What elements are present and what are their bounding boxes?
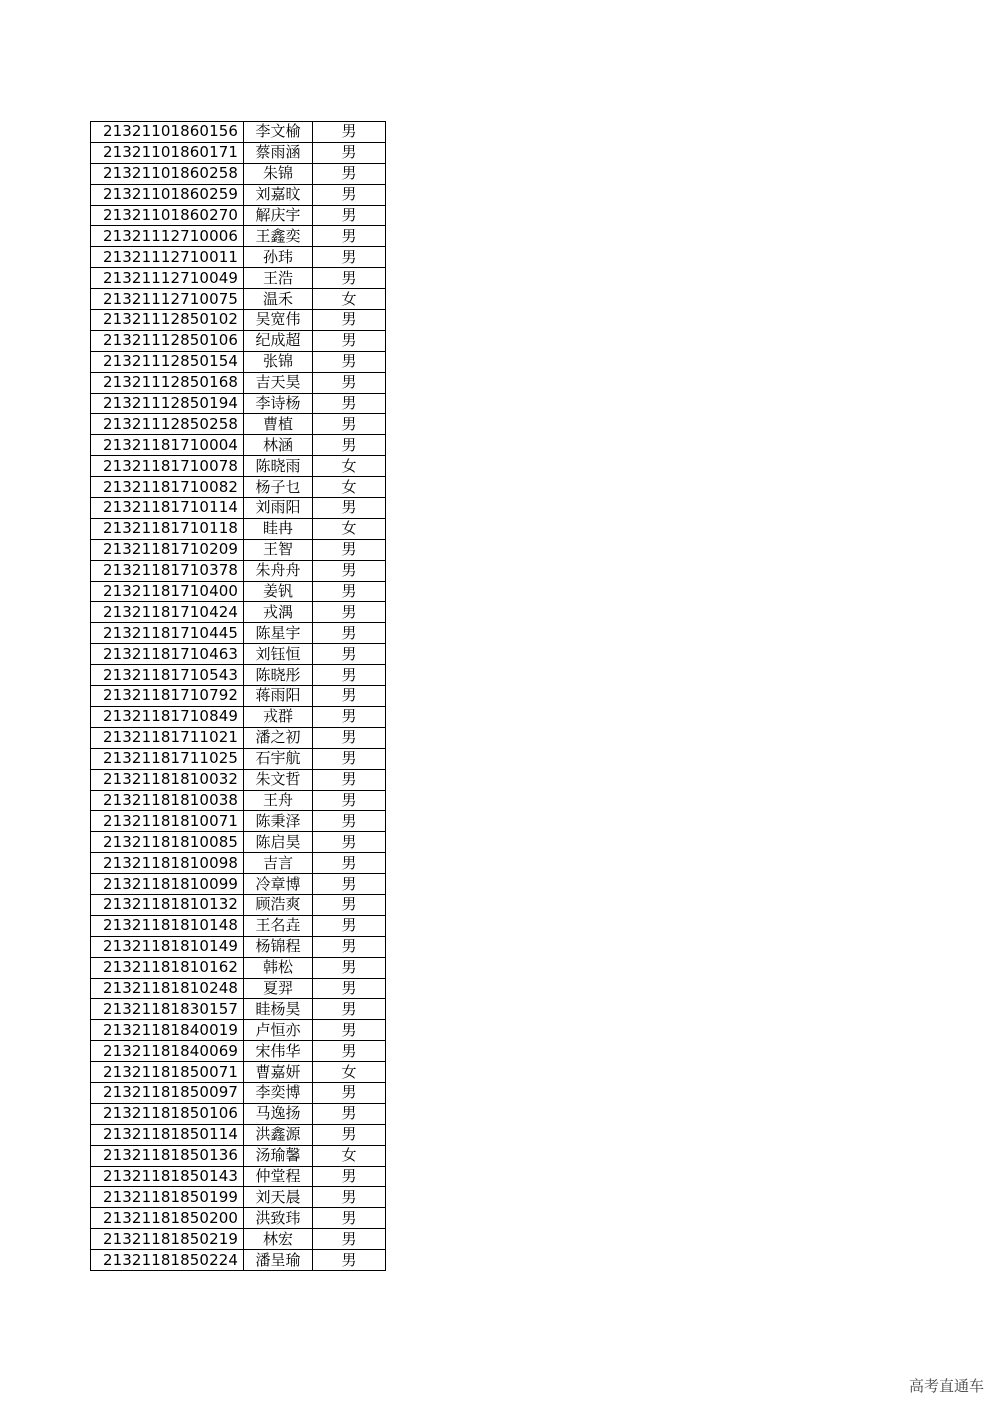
student-gender-cell: 男 [313, 1187, 386, 1208]
student-name-cell: 吴宽伟 [244, 310, 313, 331]
student-gender-cell: 男 [313, 769, 386, 790]
table-row [91, 414, 386, 435]
student-gender-cell: 男 [313, 853, 386, 874]
student-name-cell: 陈秉泽 [244, 811, 313, 832]
student-name-cell: 曹植 [244, 414, 313, 435]
student-name-cell: 石宇航 [244, 748, 313, 769]
student-gender-cell: 男 [313, 1082, 386, 1103]
table-row [91, 706, 386, 727]
student-id-cell: 21321112850194 [91, 393, 244, 414]
student-name-cell: 解庆宇 [244, 205, 313, 226]
student-id-cell: 21321112850102 [91, 310, 244, 331]
student-id-cell: 21321181850143 [91, 1166, 244, 1187]
student-gender-cell: 男 [313, 1229, 386, 1250]
student-gender-cell: 男 [313, 205, 386, 226]
student-name-cell: 陈启昊 [244, 832, 313, 853]
student-id-cell: 21321181810248 [91, 978, 244, 999]
student-id-cell: 21321112710011 [91, 247, 244, 268]
student-id-cell: 21321181710082 [91, 477, 244, 498]
table-row [91, 498, 386, 519]
student-name-cell: 朱文哲 [244, 769, 313, 790]
student-id-cell: 21321181710445 [91, 623, 244, 644]
student-gender-cell: 男 [313, 142, 386, 163]
student-gender-cell: 男 [313, 978, 386, 999]
table-row [91, 790, 386, 811]
student-id-cell: 21321181810071 [91, 811, 244, 832]
table-row [91, 351, 386, 372]
table-row [91, 853, 386, 874]
student-name-cell: 王名垚 [244, 915, 313, 936]
student-gender-cell: 女 [313, 518, 386, 539]
student-id-cell: 21321181710078 [91, 456, 244, 477]
student-roster-table [90, 121, 386, 1271]
student-id-cell: 21321181810098 [91, 853, 244, 874]
table-row [91, 435, 386, 456]
table-row [91, 665, 386, 686]
student-gender-cell: 男 [313, 498, 386, 519]
student-name-cell: 朱锦 [244, 163, 313, 184]
student-id-cell: 21321181810085 [91, 832, 244, 853]
table-row [91, 769, 386, 790]
student-name-cell: 刘钰恒 [244, 644, 313, 665]
student-id-cell: 21321181810132 [91, 894, 244, 915]
table-row [91, 163, 386, 184]
student-gender-cell: 男 [313, 894, 386, 915]
student-name-cell: 卢恒亦 [244, 1020, 313, 1041]
student-id-cell: 21321112850154 [91, 351, 244, 372]
student-id-cell: 21321181850199 [91, 1187, 244, 1208]
student-id-cell: 21321181850219 [91, 1229, 244, 1250]
table-row [91, 560, 386, 581]
student-id-cell: 21321181850224 [91, 1250, 244, 1271]
student-id-cell: 21321181850136 [91, 1145, 244, 1166]
table-row [91, 393, 386, 414]
student-gender-cell: 男 [313, 1250, 386, 1271]
student-id-cell: 21321181830157 [91, 999, 244, 1020]
table-row [91, 957, 386, 978]
student-id-cell: 21321181710543 [91, 665, 244, 686]
student-name-cell: 刘天晨 [244, 1187, 313, 1208]
student-id-cell: 21321112850258 [91, 414, 244, 435]
table-row [91, 978, 386, 999]
student-name-cell: 眭冉 [244, 518, 313, 539]
table-row [91, 874, 386, 895]
student-name-cell: 王智 [244, 539, 313, 560]
student-gender-cell: 女 [313, 477, 386, 498]
student-name-cell: 纪成超 [244, 330, 313, 351]
table-row [91, 1124, 386, 1145]
table-row [91, 247, 386, 268]
student-id-cell: 21321181710378 [91, 560, 244, 581]
table-row [91, 184, 386, 205]
table-row [91, 518, 386, 539]
student-name-cell: 宋伟华 [244, 1041, 313, 1062]
table-row [91, 894, 386, 915]
student-name-cell: 仲堂程 [244, 1166, 313, 1187]
table-row [91, 372, 386, 393]
student-gender-cell: 男 [313, 706, 386, 727]
student-name-cell: 王鑫奕 [244, 226, 313, 247]
student-gender-cell: 男 [313, 1166, 386, 1187]
student-gender-cell: 男 [313, 184, 386, 205]
student-id-cell: 21321101860171 [91, 142, 244, 163]
table-row [91, 142, 386, 163]
student-name-cell: 吉天昊 [244, 372, 313, 393]
student-gender-cell: 男 [313, 581, 386, 602]
student-gender-cell: 男 [313, 351, 386, 372]
table-row [91, 1145, 386, 1166]
student-gender-cell: 男 [313, 435, 386, 456]
table-row [91, 205, 386, 226]
student-name-cell: 王舟 [244, 790, 313, 811]
student-name-cell: 戎湡 [244, 602, 313, 623]
student-id-cell: 21321181711025 [91, 748, 244, 769]
table-row [91, 999, 386, 1020]
student-gender-cell: 男 [313, 163, 386, 184]
table-row [91, 477, 386, 498]
student-gender-cell: 男 [313, 122, 386, 143]
table-row [91, 456, 386, 477]
student-gender-cell: 男 [313, 1041, 386, 1062]
student-id-cell: 21321181710463 [91, 644, 244, 665]
student-id-cell: 21321181810162 [91, 957, 244, 978]
student-id-cell: 21321181850071 [91, 1062, 244, 1083]
table-row [91, 330, 386, 351]
student-name-cell: 冷章博 [244, 874, 313, 895]
student-name-cell: 潘之初 [244, 727, 313, 748]
watermark-text: 高考直通车 [908, 1377, 984, 1395]
student-id-cell: 21321112710049 [91, 268, 244, 289]
student-name-cell: 李奕博 [244, 1082, 313, 1103]
table-row [91, 539, 386, 560]
student-id-cell: 21321181810032 [91, 769, 244, 790]
student-gender-cell: 男 [313, 247, 386, 268]
student-id-cell: 21321101860156 [91, 122, 244, 143]
student-gender-cell: 男 [313, 1103, 386, 1124]
student-gender-cell: 男 [313, 226, 386, 247]
student-id-cell: 21321181710792 [91, 686, 244, 707]
student-id-cell: 21321181810148 [91, 915, 244, 936]
student-name-cell: 戎群 [244, 706, 313, 727]
table-row [91, 623, 386, 644]
table-row [91, 727, 386, 748]
student-id-cell: 21321181850114 [91, 1124, 244, 1145]
student-name-cell: 蒋雨阳 [244, 686, 313, 707]
student-name-cell: 李诗杨 [244, 393, 313, 414]
table-row [91, 1082, 386, 1103]
student-name-cell: 姜钒 [244, 581, 313, 602]
student-name-cell: 张锦 [244, 351, 313, 372]
student-name-cell: 林宏 [244, 1229, 313, 1250]
student-id-cell: 21321112850106 [91, 330, 244, 351]
student-id-cell: 21321101860259 [91, 184, 244, 205]
student-gender-cell: 男 [313, 268, 386, 289]
table-row [91, 1041, 386, 1062]
student-name-cell: 王浩 [244, 268, 313, 289]
table-row [91, 226, 386, 247]
student-name-cell: 刘雨阳 [244, 498, 313, 519]
student-gender-cell: 男 [313, 727, 386, 748]
student-gender-cell: 男 [313, 790, 386, 811]
student-gender-cell: 女 [313, 1062, 386, 1083]
table-row [91, 936, 386, 957]
student-id-cell: 21321112850168 [91, 372, 244, 393]
table-row [91, 1166, 386, 1187]
table-row [91, 1103, 386, 1124]
table-row [91, 1208, 386, 1229]
student-name-cell: 眭杨昊 [244, 999, 313, 1020]
student-id-cell: 21321101860258 [91, 163, 244, 184]
student-id-cell: 21321181710400 [91, 581, 244, 602]
student-gender-cell: 男 [313, 1208, 386, 1229]
table-row [91, 268, 386, 289]
student-gender-cell: 男 [313, 748, 386, 769]
student-name-cell: 汤瑜馨 [244, 1145, 313, 1166]
student-gender-cell: 女 [313, 456, 386, 477]
student-name-cell: 陈晓雨 [244, 456, 313, 477]
table-row [91, 686, 386, 707]
student-id-cell: 21321112710006 [91, 226, 244, 247]
table-row [91, 748, 386, 769]
student-name-cell: 朱舟舟 [244, 560, 313, 581]
roster-body [91, 122, 386, 1271]
student-gender-cell: 男 [313, 999, 386, 1020]
student-id-cell: 21321181850106 [91, 1103, 244, 1124]
student-gender-cell: 男 [313, 372, 386, 393]
student-gender-cell: 男 [313, 665, 386, 686]
student-gender-cell: 男 [313, 1020, 386, 1041]
student-name-cell: 洪致玮 [244, 1208, 313, 1229]
student-gender-cell: 男 [313, 936, 386, 957]
student-gender-cell: 男 [313, 560, 386, 581]
student-gender-cell: 男 [313, 602, 386, 623]
student-gender-cell: 女 [313, 1145, 386, 1166]
student-id-cell: 21321181810099 [91, 874, 244, 895]
table-row [91, 581, 386, 602]
student-gender-cell: 男 [313, 915, 386, 936]
student-gender-cell: 男 [313, 393, 386, 414]
student-id-cell: 21321181710424 [91, 602, 244, 623]
student-gender-cell: 女 [313, 289, 386, 310]
student-name-cell: 杨锦程 [244, 936, 313, 957]
student-gender-cell: 男 [313, 310, 386, 331]
table-row [91, 1250, 386, 1271]
student-name-cell: 马逸扬 [244, 1103, 313, 1124]
student-name-cell: 李文榆 [244, 122, 313, 143]
student-id-cell: 21321181710209 [91, 539, 244, 560]
table-row [91, 289, 386, 310]
table-row [91, 1187, 386, 1208]
student-id-cell: 21321181810149 [91, 936, 244, 957]
table-row [91, 832, 386, 853]
student-id-cell: 21321181710004 [91, 435, 244, 456]
student-id-cell: 21321181840019 [91, 1020, 244, 1041]
table-row [91, 122, 386, 143]
student-gender-cell: 男 [313, 874, 386, 895]
student-gender-cell: 男 [313, 644, 386, 665]
table-row [91, 915, 386, 936]
student-gender-cell: 男 [313, 957, 386, 978]
student-name-cell: 夏羿 [244, 978, 313, 999]
table-row [91, 811, 386, 832]
student-gender-cell: 男 [313, 623, 386, 644]
table-row [91, 1229, 386, 1250]
student-name-cell: 林涵 [244, 435, 313, 456]
student-name-cell: 顾浩爽 [244, 894, 313, 915]
student-name-cell: 温禾 [244, 289, 313, 310]
student-id-cell: 21321181850200 [91, 1208, 244, 1229]
student-name-cell: 洪鑫源 [244, 1124, 313, 1145]
student-id-cell: 21321181840069 [91, 1041, 244, 1062]
student-gender-cell: 男 [313, 832, 386, 853]
student-id-cell: 21321181711021 [91, 727, 244, 748]
student-id-cell: 21321101860270 [91, 205, 244, 226]
table-row [91, 310, 386, 331]
student-name-cell: 孙玮 [244, 247, 313, 268]
student-id-cell: 21321181710118 [91, 518, 244, 539]
student-name-cell: 杨子乜 [244, 477, 313, 498]
student-name-cell: 陈星宇 [244, 623, 313, 644]
student-id-cell: 21321181710849 [91, 706, 244, 727]
student-name-cell: 吉言 [244, 853, 313, 874]
table-row [91, 1020, 386, 1041]
student-name-cell: 韩松 [244, 957, 313, 978]
student-id-cell: 21321181710114 [91, 498, 244, 519]
student-gender-cell: 男 [313, 539, 386, 560]
student-gender-cell: 男 [313, 1124, 386, 1145]
student-id-cell: 21321112710075 [91, 289, 244, 310]
table-row [91, 602, 386, 623]
student-name-cell: 陈晓彤 [244, 665, 313, 686]
student-gender-cell: 男 [313, 330, 386, 351]
student-name-cell: 潘呈瑜 [244, 1250, 313, 1271]
student-name-cell: 曹嘉妍 [244, 1062, 313, 1083]
table-row [91, 644, 386, 665]
table-row [91, 1062, 386, 1083]
student-id-cell: 21321181810038 [91, 790, 244, 811]
student-gender-cell: 男 [313, 811, 386, 832]
student-gender-cell: 男 [313, 414, 386, 435]
student-name-cell: 蔡雨涵 [244, 142, 313, 163]
student-name-cell: 刘嘉旼 [244, 184, 313, 205]
student-gender-cell: 男 [313, 686, 386, 707]
student-id-cell: 21321181850097 [91, 1082, 244, 1103]
